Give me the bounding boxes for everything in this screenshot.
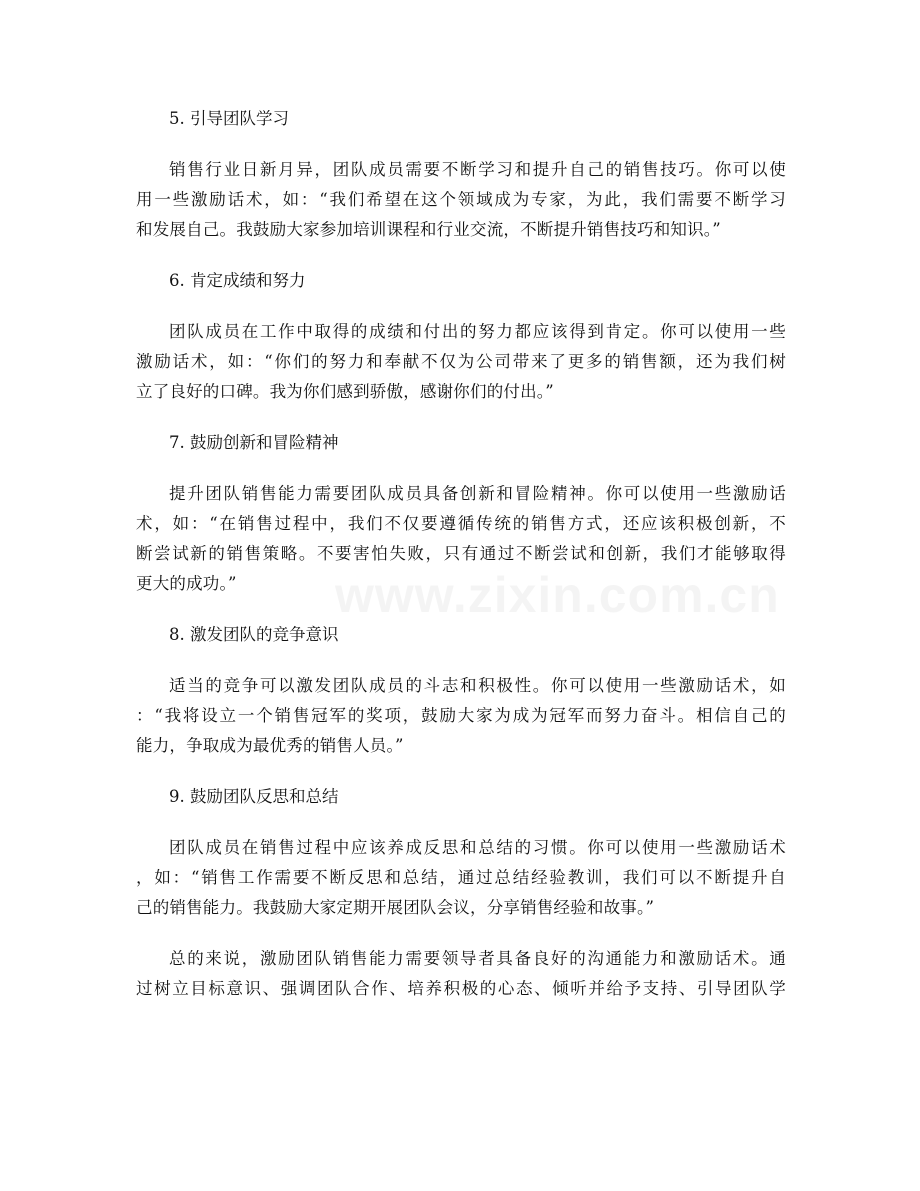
- section-paragraph: [136, 155, 786, 245]
- paragraph-line: 立了良好的口碑。我为你们感到骄傲，感谢你们的付出。”: [136, 382, 554, 401]
- section-heading: 5. 引导团队学习: [169, 109, 289, 128]
- paragraph-line: ：“我将设立一个销售冠军的奖项，鼓励大家为成为冠军而努力奋斗。相信自己的: [136, 706, 786, 725]
- section-paragraph: [136, 833, 786, 923]
- paragraph-line: 激励话术，如：“你们的努力和奉献不仅为公司带来了更多的销售额，还为我们树: [136, 352, 786, 371]
- section-heading: 8. 激发团队的竞争意识: [169, 625, 339, 644]
- paragraph-line: 断尝试新的销售策略。不要害怕失败，只有通过不断尝试和创新，我们才能够取得: [136, 544, 786, 563]
- paragraph-line: 术，如：“在销售过程中，我们不仅要遵循传统的销售方式，还应该积极创新，不: [136, 514, 786, 533]
- paragraph-line: 提升团队销售能力需要团队成员具备创新和冒险精神。你可以使用一些激励话: [169, 484, 786, 503]
- paragraph-line: 己的销售能力。我鼓励大家定期开展团队会议，分享销售经验和故事。”: [136, 898, 655, 917]
- paragraph-line: 和发展自己。我鼓励大家参加培训课程和行业交流，不断提升销售技巧和知识。”: [136, 220, 721, 239]
- paragraph-line: 团队成员在销售过程中应该养成反思和总结的习惯。你可以使用一些激励话术: [169, 838, 786, 857]
- paragraph-line: 更大的成功。”: [136, 574, 237, 593]
- section-heading: 9. 鼓励团队反思和总结: [169, 787, 339, 806]
- paragraph-line: 过树立目标意识、强调团队合作、培养积极的心态、倾听并给予支持、引导团队学: [136, 979, 786, 998]
- conclusion-paragraph: [136, 944, 786, 1004]
- section-heading: 6. 肯定成绩和努力: [169, 271, 306, 290]
- paragraph-line: ，如：“销售工作需要不断反思和总结，通过总结经验教训，我们可以不断提升自: [136, 868, 786, 887]
- paragraph-line: 适当的竞争可以激发团队成员的斗志和积极性。你可以使用一些激励话术，如: [169, 676, 786, 695]
- section-paragraph: [136, 317, 786, 407]
- paragraph-line: 团队成员在工作中取得的成绩和付出的努力都应该得到肯定。你可以使用一些: [169, 322, 786, 341]
- section-paragraph: [136, 479, 786, 599]
- paragraph-line: 销售行业日新月异，团队成员需要不断学习和提升自己的销售技巧。你可以使: [169, 160, 786, 179]
- paragraph-line: 能力，争取成为最优秀的销售人员。”: [136, 736, 404, 755]
- document-content: [136, 104, 786, 1025]
- paragraph-line: 用一些激励话术，如：“我们希望在这个领域成为专家，为此，我们需要不断学习: [136, 190, 786, 209]
- paragraph-line: 总的来说，激励团队销售能力需要领导者具备良好的沟通能力和激励话术。通: [169, 949, 786, 968]
- section-paragraph: [136, 671, 786, 761]
- section-heading: 7. 鼓励创新和冒险精神: [169, 433, 339, 452]
